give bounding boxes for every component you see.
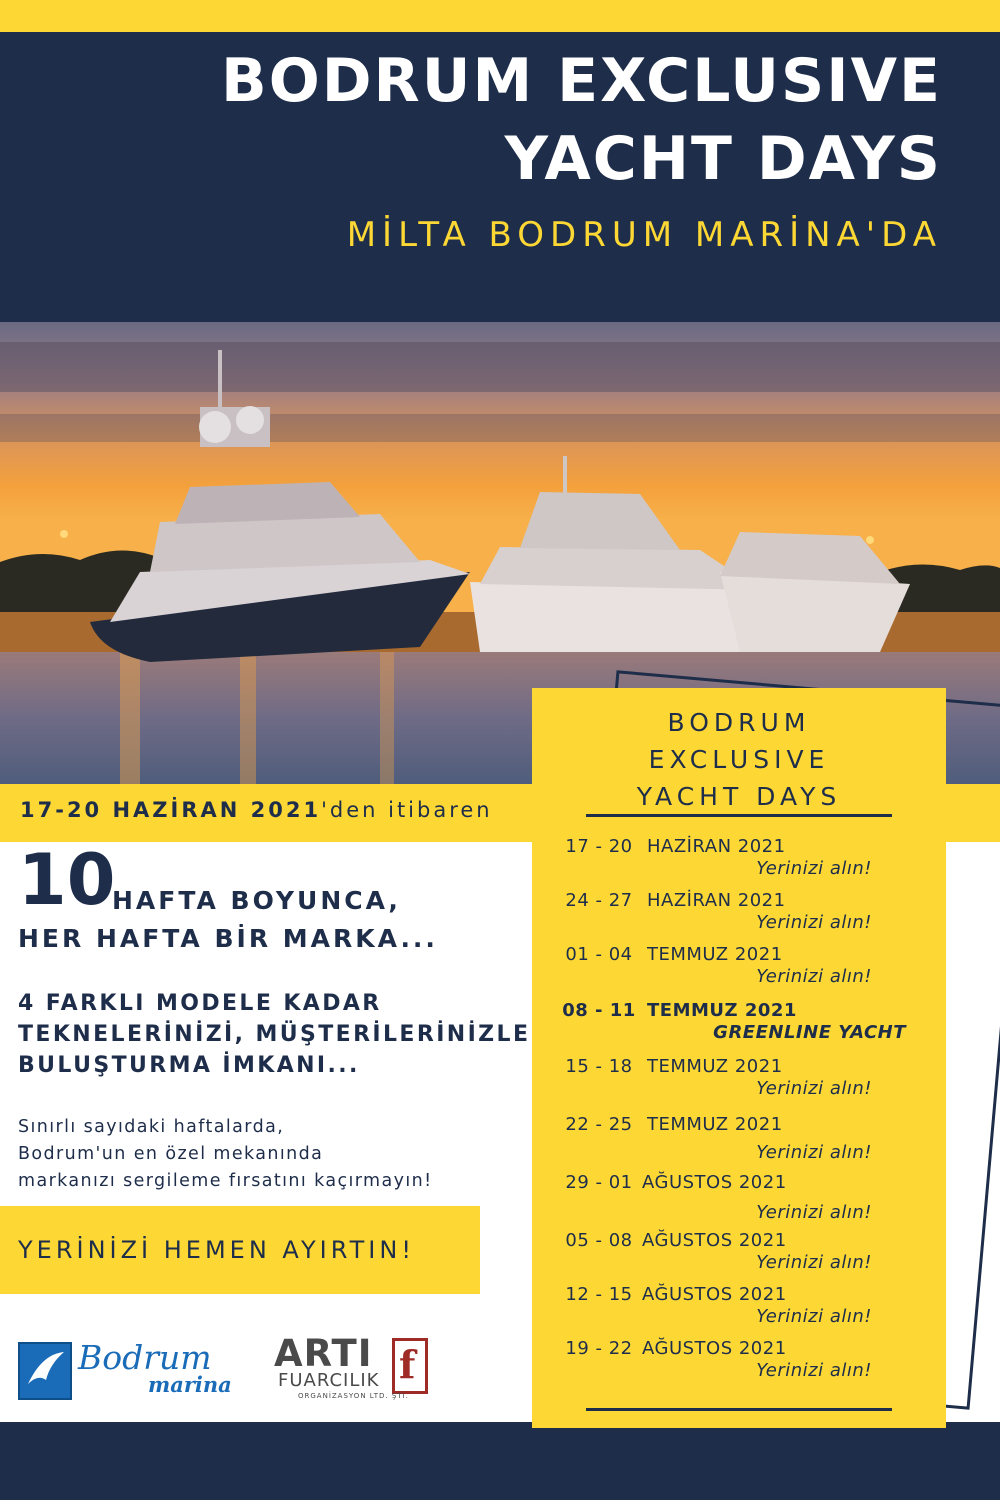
date-banner-text — [20, 798, 493, 822]
page-title — [221, 42, 942, 198]
arti-fuarcilik-logo — [274, 1332, 434, 1406]
bird-icon — [18, 1342, 72, 1400]
schedule-note: GREENLINE YACHT — [713, 1022, 906, 1043]
schedule-month: AĞUSTOS 2021 — [642, 1230, 787, 1251]
schedule-days: 08 - 11 — [562, 1000, 636, 1021]
schedule-days: 05 - 08 — [565, 1230, 633, 1251]
schedule-row — [532, 836, 946, 892]
schedule-note: Yerinizi alın! — [756, 1142, 872, 1163]
arti-word: ARTI — [274, 1332, 373, 1375]
schedule-month: TEMMUZ 2021 — [647, 1114, 783, 1135]
top-yellow-strip — [0, 0, 1000, 32]
schedule-month: TEMMUZ 2021 — [647, 1056, 783, 1077]
schedule-days: 17 - 20 — [565, 836, 633, 857]
promo-line-3: BULUŞTURMA İMKANI... — [18, 1053, 360, 1078]
schedule-note: Yerinizi alın! — [756, 858, 872, 879]
schedule-month: TEMMUZ 2021 — [647, 944, 783, 965]
promo-line-1: 4 FARKLI MODELE KADAR — [18, 991, 382, 1016]
schedule-bottom-divider — [586, 1408, 892, 1411]
small-line-3: markanızı sergileme fırsatını kaçırmayın! — [18, 1171, 433, 1191]
title-line-2: YACHT DAYS — [504, 124, 942, 194]
schedule-row-booked — [532, 1000, 946, 1056]
date-suffix: 'den itibaren — [321, 798, 493, 822]
schedule-days: 19 - 22 — [565, 1338, 633, 1359]
schedule-title-line-2: EXCLUSIVE — [648, 745, 830, 774]
schedule-divider — [586, 814, 892, 817]
bottom-navy-strip — [0, 1422, 1000, 1500]
schedule-card — [532, 688, 946, 1428]
arti-f-letter: f — [399, 1342, 416, 1387]
page-subtitle: MİLTA BODRUM MARİNA'DA — [346, 215, 942, 255]
schedule-note: Yerinizi alın! — [756, 1078, 872, 1099]
schedule-title-line-1: BODRUM — [667, 708, 811, 737]
cta-text: YERİNİZİ HEMEN AYIRTIN! — [18, 1236, 415, 1264]
schedule-row — [532, 1230, 946, 1286]
schedule-row — [532, 1056, 946, 1112]
weeks-number: 10 — [18, 839, 116, 921]
fuarcilik-word: FUARCILIK — [278, 1370, 380, 1391]
schedule-days: 22 - 25 — [565, 1114, 633, 1135]
promo-line-2: TEKNELERİNİZİ, MÜŞTERİLERİNİZLE — [18, 1022, 531, 1047]
schedule-month: HAZİRAN 2021 — [647, 836, 786, 857]
schedule-title — [532, 704, 946, 815]
schedule-days: 29 - 01 — [565, 1172, 633, 1193]
schedule-month: AĞUSTOS 2021 — [642, 1338, 787, 1359]
marina-word: marina — [148, 1372, 232, 1397]
small-text — [18, 1114, 433, 1195]
schedule-days: 24 - 27 — [565, 890, 633, 911]
promo-text — [18, 988, 530, 1081]
schedule-row — [532, 944, 946, 1000]
small-line-2: Bodrum'un en özel mekanında — [18, 1144, 324, 1164]
schedule-note: Yerinizi alın! — [756, 966, 872, 987]
schedule-month: TEMMUZ 2021 — [647, 1000, 797, 1021]
schedule-note: Yerinizi alın! — [756, 912, 872, 933]
schedule-days: 01 - 04 — [565, 944, 633, 965]
organizasyon-word: ORGANİZASYON LTD. ŞTİ. — [298, 1392, 409, 1400]
date-range: 17-20 HAZİRAN 2021 — [20, 798, 322, 822]
schedule-days: 15 - 18 — [565, 1056, 633, 1077]
small-line-1: Sınırlı sayıdaki haftalarda, — [18, 1117, 285, 1137]
schedule-month: AĞUSTOS 2021 — [642, 1284, 787, 1305]
schedule-row — [532, 890, 946, 946]
schedule-row — [532, 1284, 946, 1340]
schedule-note: Yerinizi alın! — [756, 1252, 872, 1273]
title-line-1: BODRUM EXCLUSIVE — [221, 46, 942, 116]
headline-line-2: HER HAFTA BİR MARKA... — [18, 924, 438, 953]
schedule-month: HAZİRAN 2021 — [647, 890, 786, 911]
schedule-note: Yerinizi alın! — [756, 1202, 872, 1223]
schedule-note: Yerinizi alın! — [756, 1306, 872, 1327]
schedule-row — [532, 1172, 946, 1228]
schedule-days: 12 - 15 — [565, 1284, 633, 1305]
schedule-month: AĞUSTOS 2021 — [642, 1172, 787, 1193]
bodrum-marina-logo — [18, 1338, 238, 1400]
arti-f-box — [392, 1338, 428, 1394]
schedule-title-line-3: YACHT DAYS — [636, 782, 842, 811]
bodrum-word: Bodrum — [78, 1338, 212, 1377]
schedule-row — [532, 1114, 946, 1170]
schedule-row — [532, 1338, 946, 1394]
headline-line-1: HAFTA BOYUNCA, — [112, 886, 401, 915]
schedule-note: Yerinizi alın! — [756, 1360, 872, 1381]
